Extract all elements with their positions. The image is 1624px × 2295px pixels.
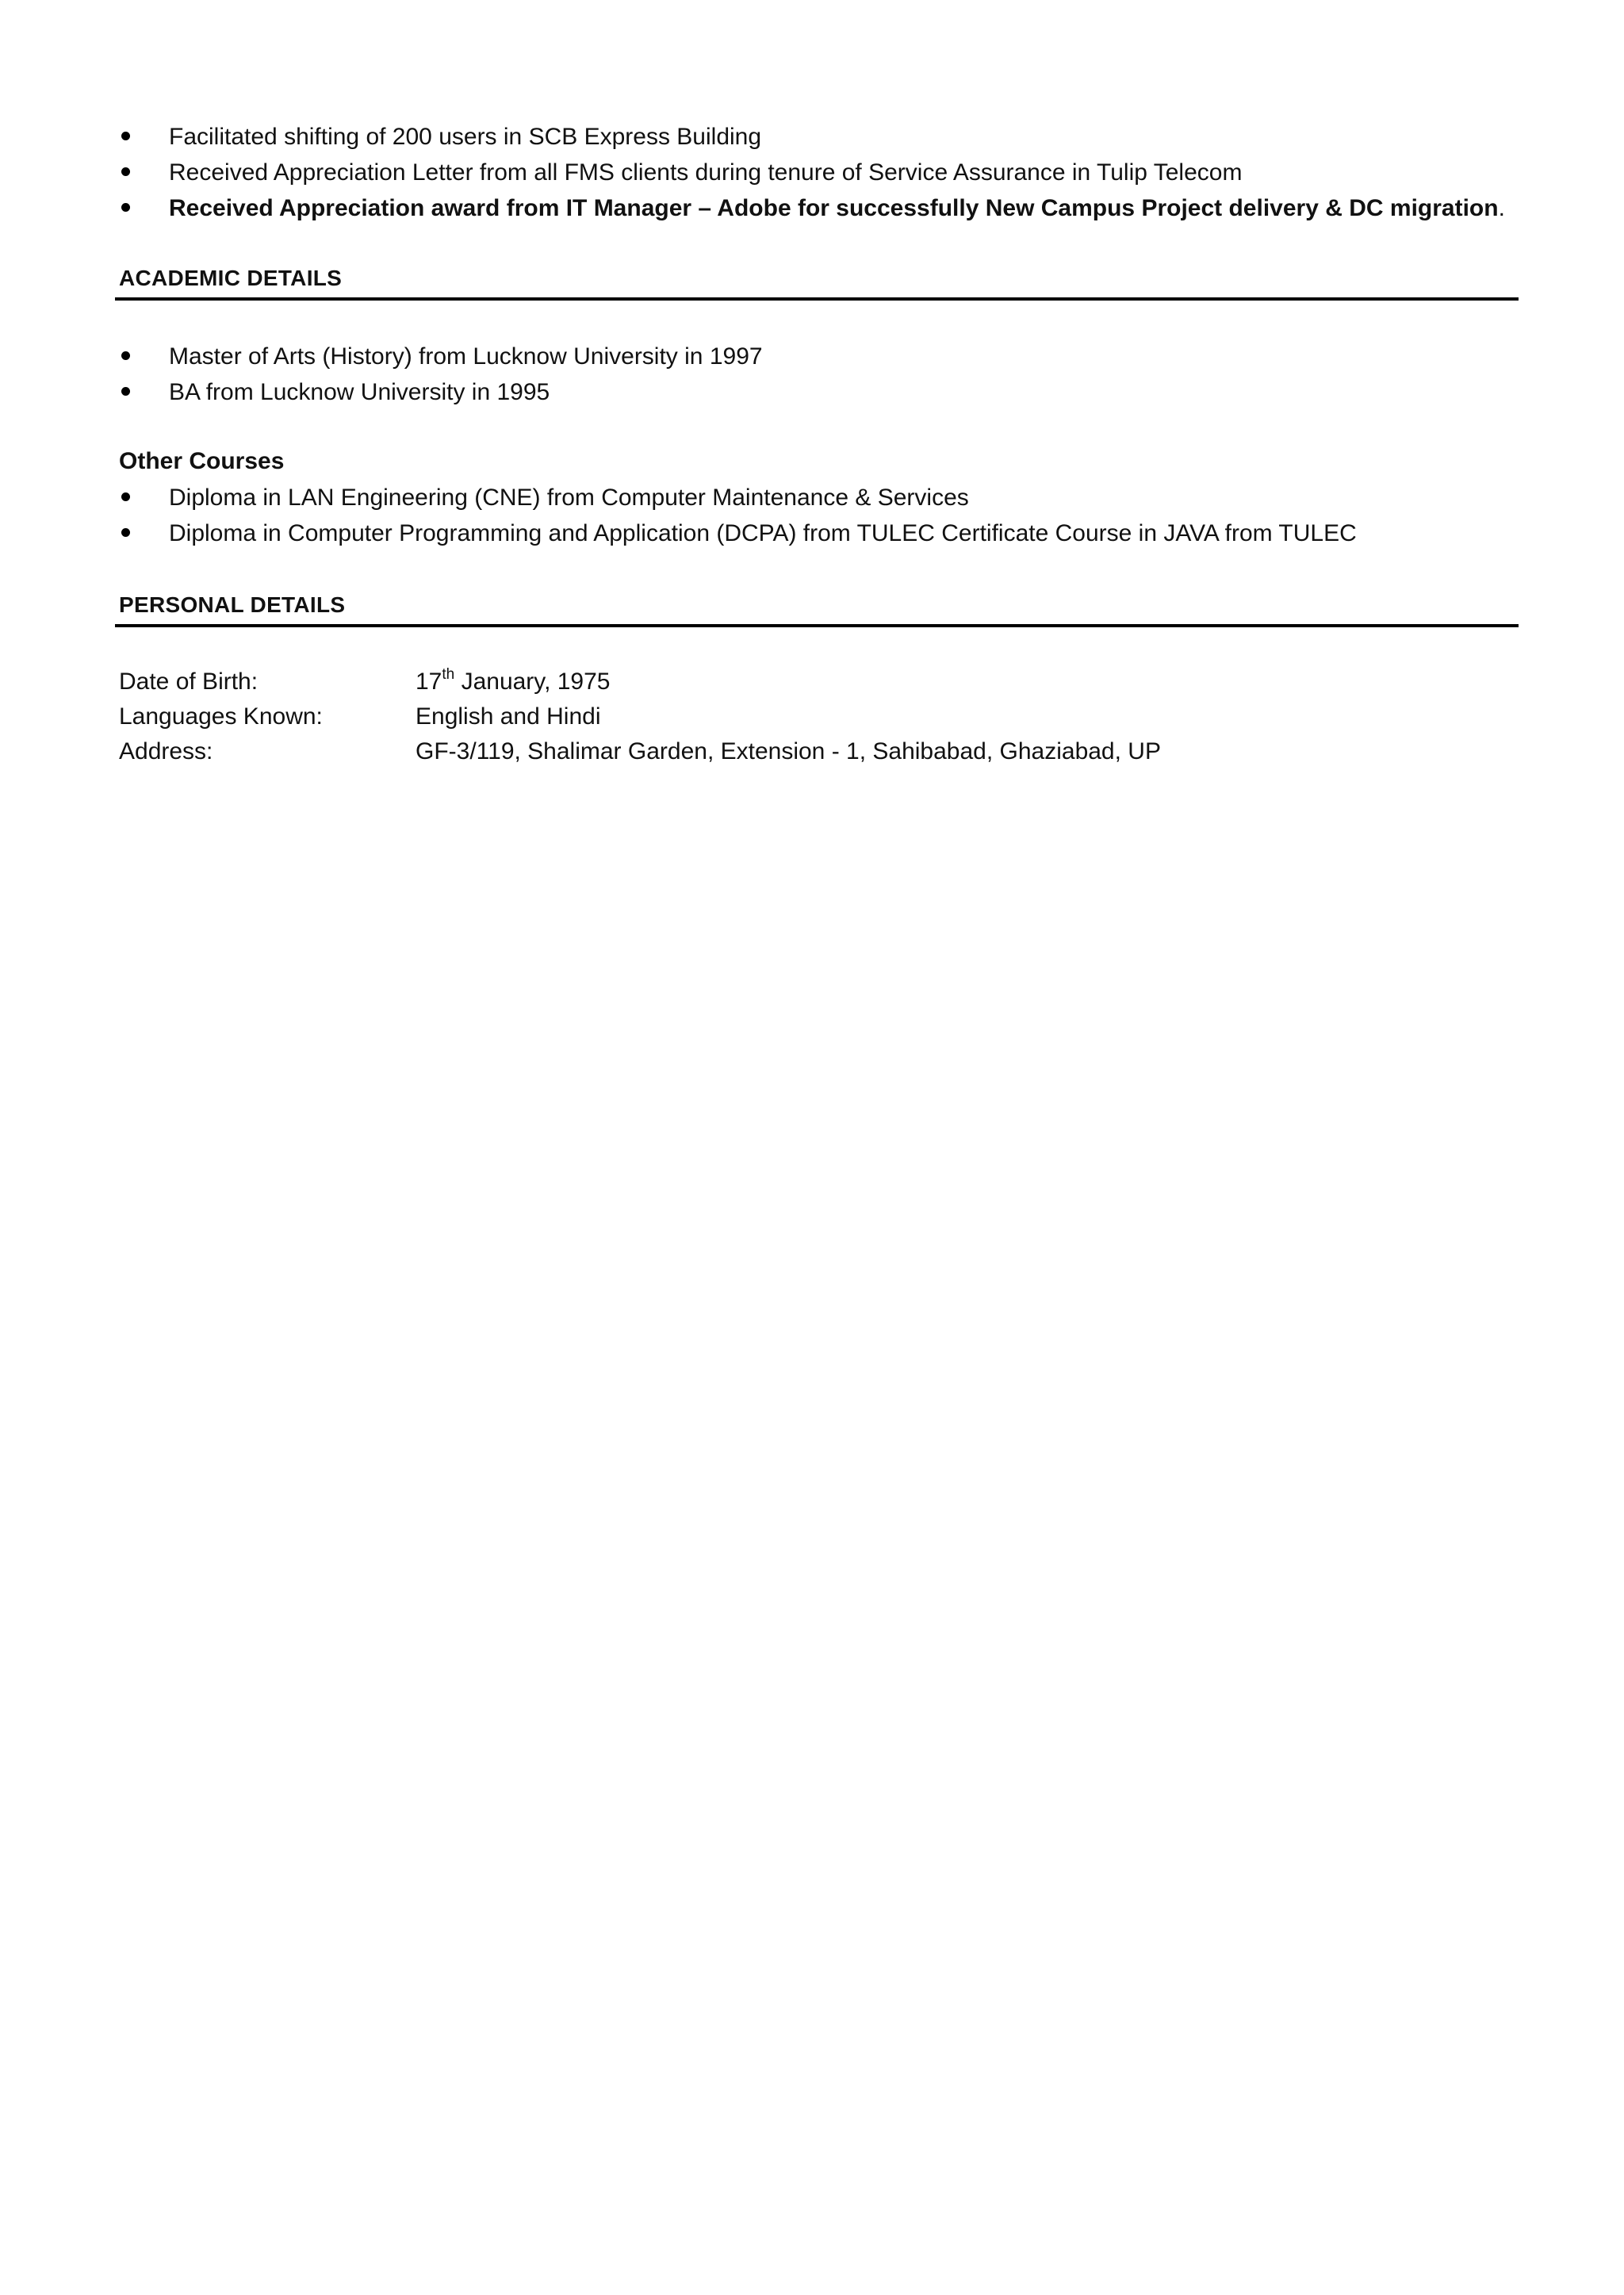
languages-value: English and Hindi bbox=[416, 703, 601, 730]
other-courses-section bbox=[115, 480, 1519, 551]
list-item bbox=[115, 339, 1519, 374]
bullet-icon bbox=[121, 351, 130, 360]
achievements-list bbox=[115, 119, 1519, 226]
list-item bbox=[115, 515, 1519, 551]
other-courses-list bbox=[115, 480, 1519, 551]
languages-row bbox=[119, 699, 1515, 734]
bullet-icon bbox=[121, 387, 130, 396]
dob-row bbox=[119, 665, 1515, 699]
address-row bbox=[119, 734, 1515, 769]
bullet-icon bbox=[121, 203, 130, 212]
dob-day: 17 bbox=[416, 669, 442, 695]
academic-section-title: ACADEMIC DETAILS bbox=[119, 266, 343, 290]
dob-value bbox=[416, 665, 610, 699]
achievement-text: Received Appreciation Letter from all FMS clients during tenure of Service Assurance in Tulip Telecom bbox=[169, 159, 1243, 186]
bullet-icon bbox=[121, 492, 130, 501]
section-divider bbox=[115, 624, 1519, 627]
achievement-trailing-period: . bbox=[1498, 195, 1505, 221]
other-courses-heading: Other Courses bbox=[119, 448, 285, 474]
list-item bbox=[115, 374, 1519, 410]
achievement-text: Facilitated shifting of 200 users in SCB Express Building bbox=[169, 124, 762, 150]
academic-list bbox=[115, 339, 1519, 410]
section-divider bbox=[115, 297, 1519, 301]
dob-label: Date of Birth: bbox=[119, 669, 259, 695]
list-item bbox=[115, 190, 1519, 226]
academic-item-text: BA from Lucknow University in 1995 bbox=[169, 379, 550, 405]
bullet-icon bbox=[121, 167, 130, 176]
achievements-section bbox=[115, 119, 1519, 226]
list-item bbox=[115, 155, 1519, 190]
dob-suffix: th bbox=[442, 666, 455, 683]
bullet-icon bbox=[121, 132, 130, 140]
languages-label: Languages Known: bbox=[119, 703, 323, 730]
academic-section bbox=[115, 339, 1519, 410]
academic-item-text: Master of Arts (History) from Lucknow University in 1997 bbox=[169, 343, 763, 370]
course-item-text: Diploma in Computer Programming and Application (DCPA) from TULEC Certificate Course in JAVA from TULEC bbox=[169, 520, 1357, 546]
course-item-text: Diploma in LAN Engineering (CNE) from Computer Maintenance & Services bbox=[169, 485, 969, 511]
list-item bbox=[115, 119, 1519, 155]
address-value: GF-3/119, Shalimar Garden, Extension - 1, Sahibabad, Ghaziabad, UP bbox=[416, 738, 1161, 764]
list-item bbox=[115, 480, 1519, 515]
personal-details bbox=[119, 665, 1515, 769]
address-label: Address: bbox=[119, 738, 213, 764]
bullet-icon bbox=[121, 528, 130, 537]
achievement-text: Received Appreciation award from IT Manager – Adobe for successfully New Campus Project delivery & DC migration bbox=[169, 195, 1499, 221]
personal-section-title: PERSONAL DETAILS bbox=[119, 592, 346, 617]
dob-rest: January, 1975 bbox=[454, 669, 611, 695]
